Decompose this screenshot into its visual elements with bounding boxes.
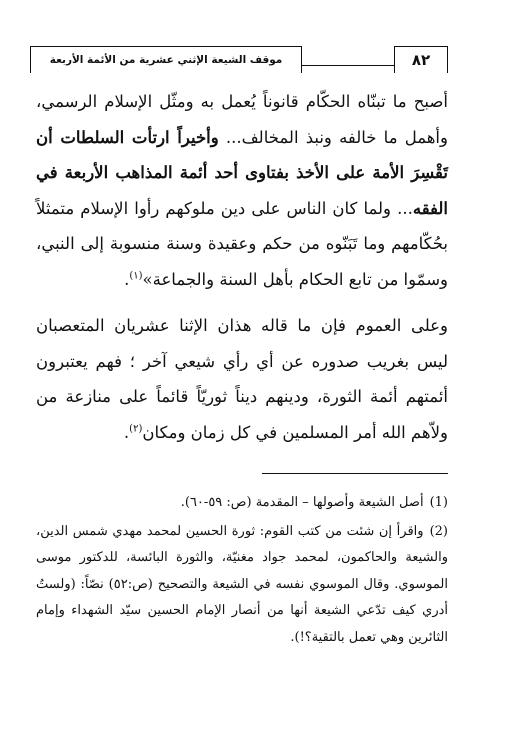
footnote-2-number: (2) <box>429 523 448 539</box>
footnote-2 <box>36 519 448 652</box>
footnote-ref-2: (٢) <box>129 423 143 434</box>
paragraph-2-text: وعلى العموم فإن ما قاله هذان الإثنا عشريان المتعصبان ليس بغريب صدوره عن أي رأي شيعي آخر ؛ فهم يعتبرون أئمتهم أئمة الثورة، ودينهم ديناً ثوريّاً قائماً على منازعة من ولاّهم الله أمر المسلمين في كل زمان ومكان <box>36 316 448 442</box>
paragraph-2-end: . <box>123 422 130 442</box>
main-text <box>36 84 448 450</box>
paragraph-1-start: أصبح ما تبنّاه الحكّام قانوناً يُعمل به ومثّل الإسلام الرسمي، وأهمل ما خالفه ونبذ المخالف... <box>36 92 448 147</box>
paragraph-1-end: . <box>124 269 130 289</box>
footnote-ref-1: (١) <box>129 270 143 281</box>
running-title: موقف الشيعة الإثني عشرية من الأئمة الأربعة <box>30 46 302 73</box>
paragraph-1 <box>36 84 448 297</box>
footnote-1 <box>36 490 448 517</box>
footnotes <box>36 490 448 653</box>
paragraph-1-rest: ... ولما كان الناس على دين ملوكهم رأوا الإسلام متمثلاً بحُكّامهم وما تَبَنّوه من حكم وعقيدة وسنة منسوبة إلى النبي، وسمّوا من تابع الحكام بأهل السنة والجماعة» <box>36 198 448 289</box>
footnote-2-text: واقرأ إن شئت من كتب القوم: ثورة الحسين لمحمد مهدي شمس الدين، والشيعة والحاكمون، لمحمد جواد مغنيّة، والثورة البائسة، للدكتور موسى الموسوي. وقال الموسوي نفسه في الشيعة والتصحيح (ص:٥٢) نصّاً: (ولستُ أدري كيف تدّعي الشيعة أنها من أنصار الإمام الحسين سيّد الشهداء وإمام الثائرين وهي تعمل بالتقية؟!). <box>36 523 449 645</box>
paragraph-2 <box>36 308 448 450</box>
paragraph-1-emphasis: وأخيراً ارتأت السلطات أن تَقْسِرَ الأمة على الأخذ بفتاوى أحد أئمة المذاهب الأربعة في الفقه <box>36 127 448 218</box>
footnote-1-number: (1) <box>429 495 448 510</box>
footnote-1-text: أصل الشيعة وأصولها – المقدمة (ص: ٥٩-٦٠). <box>180 495 424 510</box>
running-header <box>30 46 448 72</box>
page-number: ٨٢ <box>394 46 448 73</box>
footnote-separator <box>262 473 448 474</box>
